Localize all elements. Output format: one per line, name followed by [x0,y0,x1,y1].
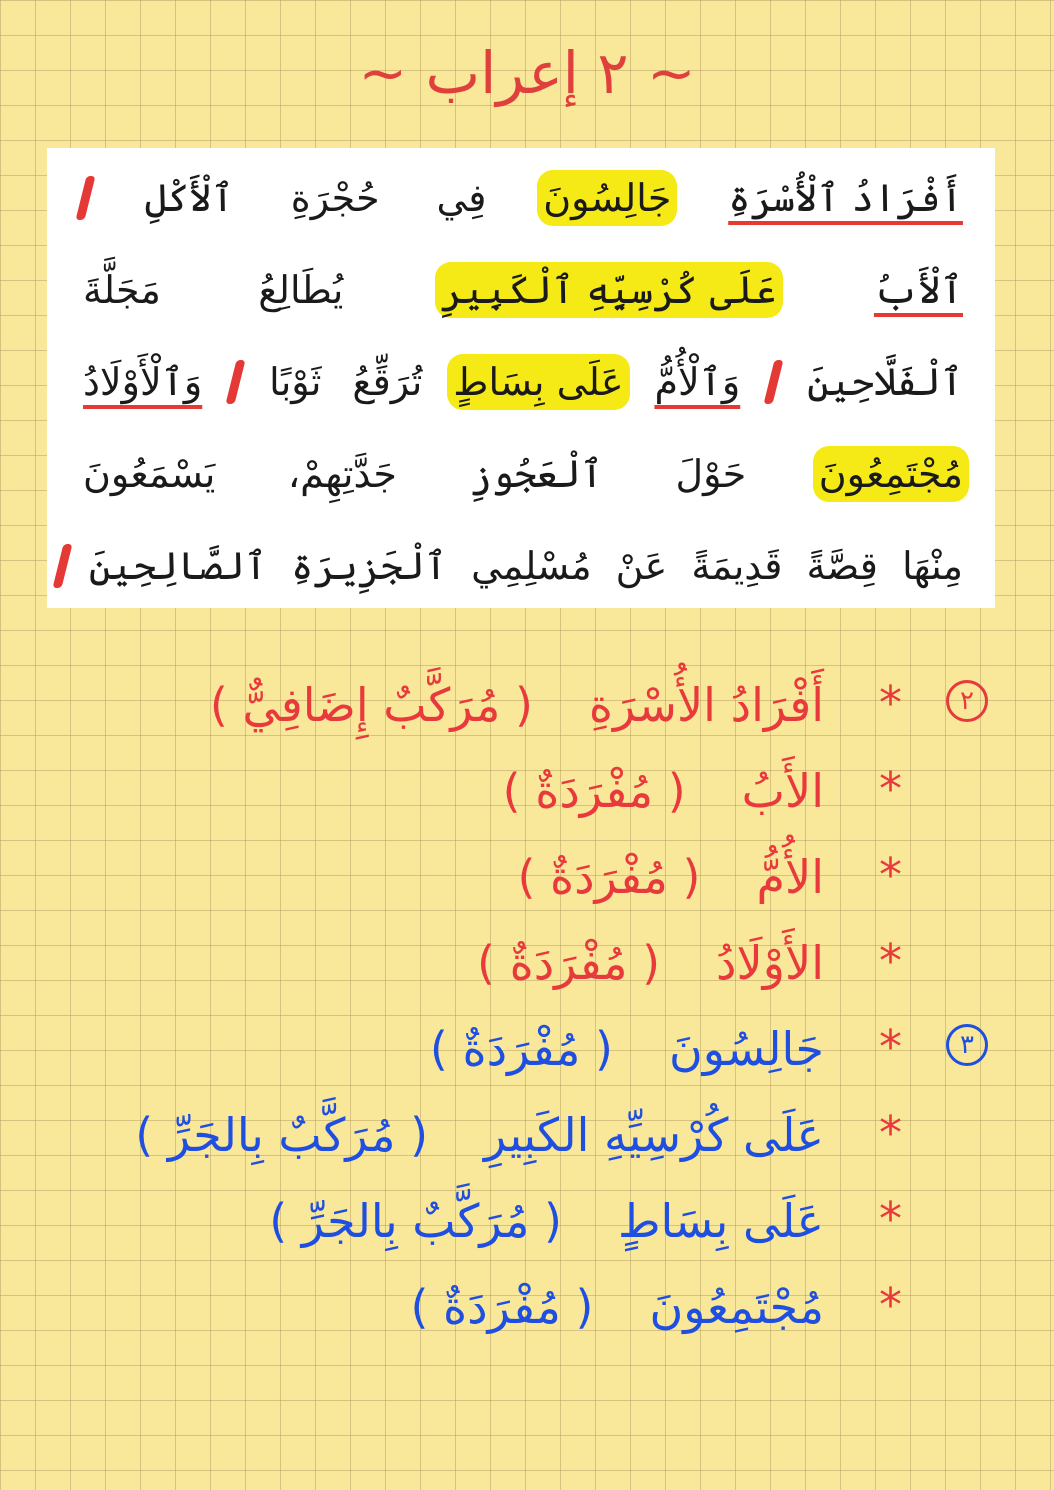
answer-text [135,1092,824,1178]
underlined-word: ٱلْأَبُ [873,267,963,312]
highlighted-phrase: جَالِسُونَ [537,170,677,226]
passage-word: ثَوْبًا [269,359,322,404]
asterisk-bullet-icon: * [879,1192,902,1246]
passage-word: حَوْلَ [675,451,747,496]
red-slash-mark [764,360,784,404]
passage-word: مِنْهَا [902,543,963,588]
answer-text [210,662,824,748]
passage-word: يُطَالِعُ [258,267,344,312]
answer-word: الأَبُ [741,764,824,818]
answer-row [0,1178,1054,1264]
red-slash-mark [52,544,72,588]
asterisk-bullet-icon: * [879,676,902,730]
passage-line [77,240,969,332]
answer-label: ( مُرَكَّبٌ بِالجَرِّ ) [135,1108,429,1162]
answer-label: ( مُفْرَدَةٌ ) [517,850,701,904]
answer-word: الأُمُّ [756,850,824,904]
highlighted-phrase: مُجْتَمِعُونَ [813,446,969,502]
passage-word: مُسْلِمِي [471,543,592,588]
passage-word: حُجْرَةِ [290,175,380,220]
passage-word: تُرَقِّعُ [352,359,423,404]
answer-word: مُجْتَمِعُونَ [649,1280,824,1334]
answer-row [0,662,1054,748]
answer-text [430,1006,824,1092]
answer-word: عَلَى بِسَاطٍ [617,1194,824,1248]
answer-word: جَالِسُونَ [668,1022,824,1076]
passage-word: ٱلْفَلَّاحِينَ [807,359,963,404]
underlined-word: أَفْرَادُ ٱلْأُسْرَةِ [728,175,963,220]
answer-row [0,920,1054,1006]
answer-word: أَفْرَادُ الأُسْرَةِ [588,678,824,732]
answer-label: ( مُفْرَدَةٌ ) [429,1022,613,1076]
passage-word: ٱلْجَزِيرَةِ [291,543,447,588]
answer-text [269,1178,824,1264]
passage-word: ٱلصَّالِحِينَ [88,543,268,588]
passage-line [77,332,969,424]
section-number: ٢ [946,680,988,722]
passage-word: قِصَّةً [806,543,878,588]
highlighted-phrase: عَلَى كُرْسِيِّهِ ٱلْكَبِيرِ [435,262,783,318]
section-number: ٣ [946,1024,988,1066]
answer-text [410,1264,824,1350]
answer-word: الأَوْلَادُ [716,936,824,990]
passage-word: فِي [436,175,487,220]
passage-word: مَجَلَّةَ [83,267,161,312]
answer-label: ( مُفْرَدَةٌ ) [502,764,686,818]
asterisk-bullet-icon: * [879,934,902,988]
page-title: ~ ٢ إعراب ~ [358,39,696,107]
asterisk-bullet-icon: * [879,1020,902,1074]
answer-label: ( مُرَكَّبٌ بِالجَرِّ ) [269,1194,562,1248]
answer-row [0,1006,1054,1092]
answer-row [0,1264,1054,1350]
passage-line [77,516,969,608]
underlined-word: وَٱلْأُمُّ [654,359,741,404]
asterisk-bullet-icon: * [879,1106,902,1160]
asterisk-bullet-icon: * [879,762,902,816]
passage-word: عَنْ [615,543,668,588]
highlighted-phrase: عَلَى بِسَاطٍ [447,354,629,410]
passage-line [77,424,969,516]
passage-word: يَسْمَعُونَ [83,451,216,496]
answer-label: ( مُفْرَدَةٌ ) [410,1280,594,1334]
answer-label: ( مُفْرَدَةٌ ) [477,936,661,990]
passage-word: قَدِيمَةً [691,543,783,588]
answer-row [0,1092,1054,1178]
passage-card [47,148,995,608]
passage-line [77,148,969,240]
passage-word: ٱلْعَجُوزِ [469,451,604,496]
asterisk-bullet-icon: * [879,1278,902,1332]
answer-text [503,748,824,834]
answer-text [477,920,824,1006]
passage-word: جَدَّتِهِمْ، [287,451,397,496]
underlined-word: وَٱلْأَوْلَادُ [83,359,203,404]
answer-word: عَلَى كُرْسِيِّهِ الكَبِيرِ [484,1108,824,1162]
passage-word: ٱلْأَكْلِ [144,175,234,220]
asterisk-bullet-icon: * [879,848,902,902]
red-slash-mark [226,360,246,404]
answer-row [0,748,1054,834]
answer-label: ( مُرَكَّبٌ إِضَافِيٌّ ) [209,678,533,732]
red-slash-mark [76,176,96,220]
answer-row [0,834,1054,920]
answer-text [517,834,824,920]
